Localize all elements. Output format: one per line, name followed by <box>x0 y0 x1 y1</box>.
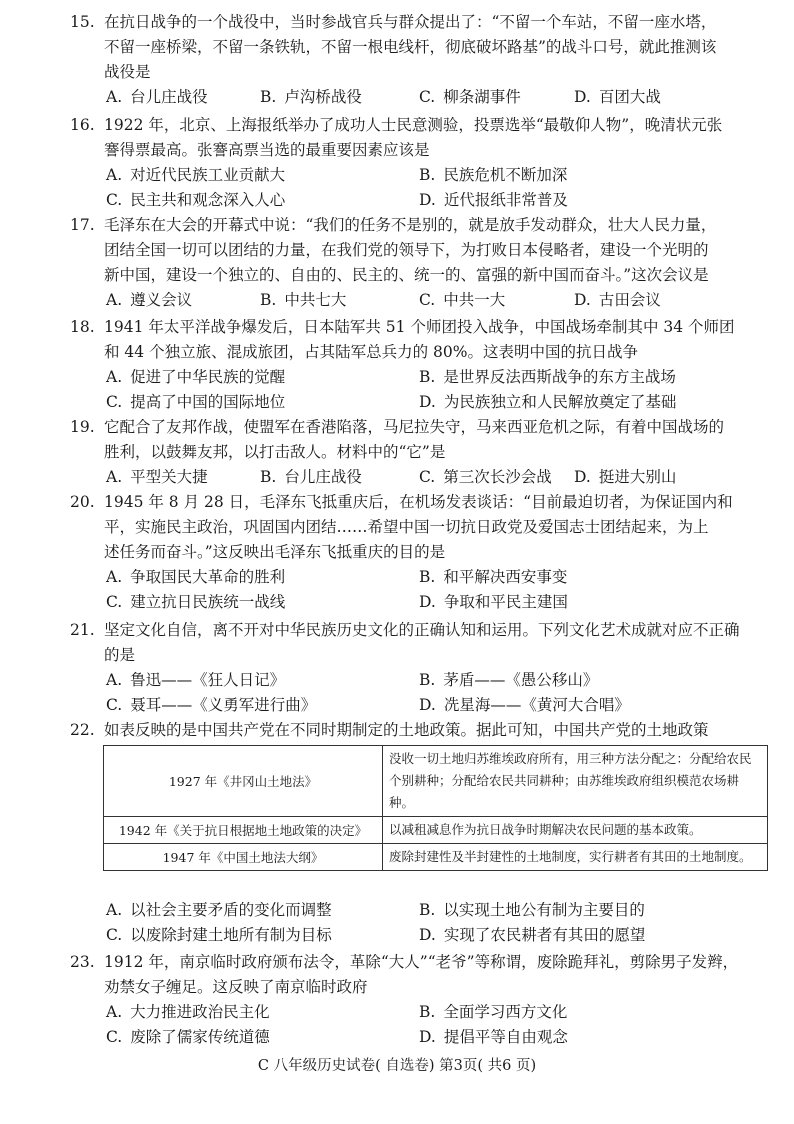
option-c: C. 柳条湖事件 <box>419 88 521 106</box>
law-cell: 1927 年《井冈山土地法》 <box>104 746 383 817</box>
option-b: B. 中共七大 <box>260 291 347 309</box>
question-number: 17. <box>70 216 95 234</box>
policy-cell: 废除封建性及半封建性的土地制度，实行耕者有其田的土地制度。 <box>383 844 768 871</box>
option-b: B. 台儿庄战役 <box>260 468 362 486</box>
option-c: C. 民主共和观念深入人心 <box>106 191 286 209</box>
options <box>70 565 770 590</box>
policy-cell: 没收一切土地归苏维埃政府所有，用三种方法分配之：分配给农民个别耕种；分配给农民共同耕种；由苏维埃政府组织模范农场耕种。 <box>383 746 768 817</box>
stem-line: 平，实施民主政治，巩固国内团结……希望中国一切抗日政党及爱国志士团结起来，为上 <box>104 518 709 536</box>
option-a: A. 以社会主要矛盾的变化而调整 <box>106 901 332 919</box>
stem-line: 胜利，以鼓舞友邦，以打击敌人。材料中的“它”是 <box>104 443 446 461</box>
question-number: 16. <box>70 116 95 134</box>
stem-line: 团结全国一切可以团结的力量，在我们党的领导下，为打败日本侵略者，建设一个光明的 <box>104 241 709 259</box>
question-15 <box>70 10 770 110</box>
option-a: A. 平型关大捷 <box>106 468 208 486</box>
question-stem: 18. 1941 年太平洋战争爆发后，日本陆军共 51 个师团投入战争，中国战场牵制其中 34 个师团 <box>70 315 770 340</box>
option-c: C. 聂耳——《义勇军进行曲》 <box>106 696 317 714</box>
table-row <box>104 844 768 871</box>
question-21 <box>70 618 770 718</box>
option-d: D. 实现了农民耕者有其田的愿望 <box>419 926 646 944</box>
stem-line: 謇得票最高。张謇高票当选的最重要因素应该是 <box>104 141 430 159</box>
options <box>70 693 770 718</box>
options <box>70 85 770 110</box>
option-b: B. 卢沟桥战役 <box>260 88 362 106</box>
question-number: 19. <box>70 418 95 436</box>
question-stem: 20. 1945 年 8 月 28 日，毛泽东飞抵重庆后，在机场发表谈话：“目前最迫切者，为保证国内和 <box>70 490 770 515</box>
law-cell: 1942 年《关于抗日根据地土地政策的决定》 <box>104 817 383 844</box>
option-a: A. 台儿庄战役 <box>106 88 208 106</box>
question-22 <box>70 718 770 743</box>
options <box>70 188 770 213</box>
table-row <box>104 746 768 817</box>
options <box>70 365 770 390</box>
option-d: D. 争取和平民主建国 <box>419 593 568 611</box>
option-d: D. 提倡平等自由观念 <box>419 1028 568 1046</box>
option-a: A. 促进了中华民族的觉醒 <box>106 368 286 386</box>
question-stem: 23. 1912 年，南京临时政府颁布法令，革除“大人”“老爷”等称谓，废除跪拜礼，剪除男子发辫， <box>70 950 770 975</box>
option-a: A. 争取国民大革命的胜利 <box>106 568 286 586</box>
option-b: B. 和平解决西安事变 <box>419 568 568 586</box>
options <box>70 1025 770 1050</box>
question-20 <box>70 490 770 615</box>
question-22-options <box>70 898 770 948</box>
question-stem: 19. 它配合了友邦作战，使盟军在香港陷落，马尼拉失守，马来西亚危机之际，有着中国战场的 <box>70 415 770 440</box>
question-18 <box>70 315 770 415</box>
option-c: C. 中共一大 <box>419 291 506 309</box>
stem-line: 的是 <box>104 646 136 664</box>
option-b: B. 茅盾——《愚公移山》 <box>419 671 599 689</box>
option-c: C. 第三次长沙会战 <box>419 468 552 486</box>
option-d: D. 近代报纸非常普及 <box>419 191 568 209</box>
option-b: B. 以实现土地公有制为主要目的 <box>419 901 645 919</box>
options <box>70 590 770 615</box>
option-b: B. 民族危机不断加深 <box>419 166 568 184</box>
stem-line: 不留一座桥梁，不留一条铁轨，不留一根电线杆，彻底破坏路基”的战斗口号，就此推测该 <box>104 38 717 56</box>
question-number: 15. <box>70 13 95 31</box>
option-b: B. 是世界反法西斯战争的东方主战场 <box>419 368 676 386</box>
stem-line: 战役是 <box>104 63 151 81</box>
option-c: C. 以废除封建土地所有制为目标 <box>106 926 332 944</box>
options <box>70 923 770 948</box>
options <box>70 898 770 923</box>
question-19 <box>70 415 770 490</box>
option-c: C. 提高了中国的国际地位 <box>106 393 286 411</box>
question-number: 23. <box>70 953 95 971</box>
stem-line: 新中国，建设一个独立的、自由的、民主的、统一的、富强的新中国而奋斗。”这次会议是 <box>104 266 709 284</box>
question-stem: 17. 毛泽东在大会的开幕式中说：“我们的任务不是别的，就是放手发动群众，壮大人民力量， <box>70 213 770 238</box>
options <box>70 288 770 313</box>
page-footer: C 八年级历史试卷( 自选卷) 第3页( 共6 页) <box>257 1058 537 1074</box>
option-d: D. 冼星海——《黄河大合唱》 <box>419 696 630 714</box>
option-b: B. 全面学习西方文化 <box>419 1003 568 1021</box>
question-number: 20. <box>70 493 95 511</box>
question-stem: 16. 1922 年，北京、上海报纸举办了成功人士民意测验，投票选举“最敬仰人物”，晚清状元张 <box>70 113 770 138</box>
option-c: C. 建立抗日民族统一战线 <box>106 593 286 611</box>
law-cell: 1947 年《中国土地法大纲》 <box>104 844 383 871</box>
options <box>70 1000 770 1025</box>
options <box>70 163 770 188</box>
option-d: D. 挺进大别山 <box>574 468 677 486</box>
question-stem: 21. 坚定文化自信，离不开对中华民族历史文化的正确认知和运用。下列文化艺术成就对应不正确 <box>70 618 770 643</box>
question-number: 22. <box>70 721 95 739</box>
option-d: D. 古田会议 <box>574 291 661 309</box>
stem-line: 和 44 个独立旅、混成旅团，占其陆军总兵力的 80%。这表明中国的抗日战争 <box>104 343 638 361</box>
question-number: 18. <box>70 318 95 336</box>
option-a: A. 遵义会议 <box>106 291 193 309</box>
option-d: D. 百团大战 <box>574 88 661 106</box>
option-c: C. 废除了儒家传统道德 <box>106 1028 270 1046</box>
question-23 <box>70 950 770 1050</box>
option-d: D. 为民族独立和人民解放奠定了基础 <box>419 393 677 411</box>
option-a: A. 大力推进政治民主化 <box>106 1003 270 1021</box>
question-16 <box>70 113 770 213</box>
question-stem: 22. 如表反映的是中国共产党在不同时期制定的土地政策。据此可知，中国共产党的土地政策 <box>70 718 770 743</box>
options <box>70 390 770 415</box>
policy-cell: 以减租减息作为抗日战争时期解决农民问题的基本政策。 <box>383 817 768 844</box>
land-policy-table <box>103 745 768 871</box>
stem-line: 述任务而奋斗。”这反映出毛泽东飞抵重庆的目的是 <box>104 543 446 561</box>
options <box>70 668 770 693</box>
options <box>70 465 770 490</box>
option-a: A. 对近代民族工业贡献大 <box>106 166 286 184</box>
question-stem: 15. 在抗日战争的一个战役中，当时参战官兵与群众提出了：“不留一个车站，不留一座水塔， <box>70 10 770 35</box>
option-a: A. 鲁迅——《狂人日记》 <box>106 671 286 689</box>
question-17 <box>70 213 770 313</box>
table-row <box>104 817 768 844</box>
question-number: 21. <box>70 621 95 639</box>
stem-line: 劝禁女子缠足。这反映了南京临时政府 <box>104 978 368 996</box>
